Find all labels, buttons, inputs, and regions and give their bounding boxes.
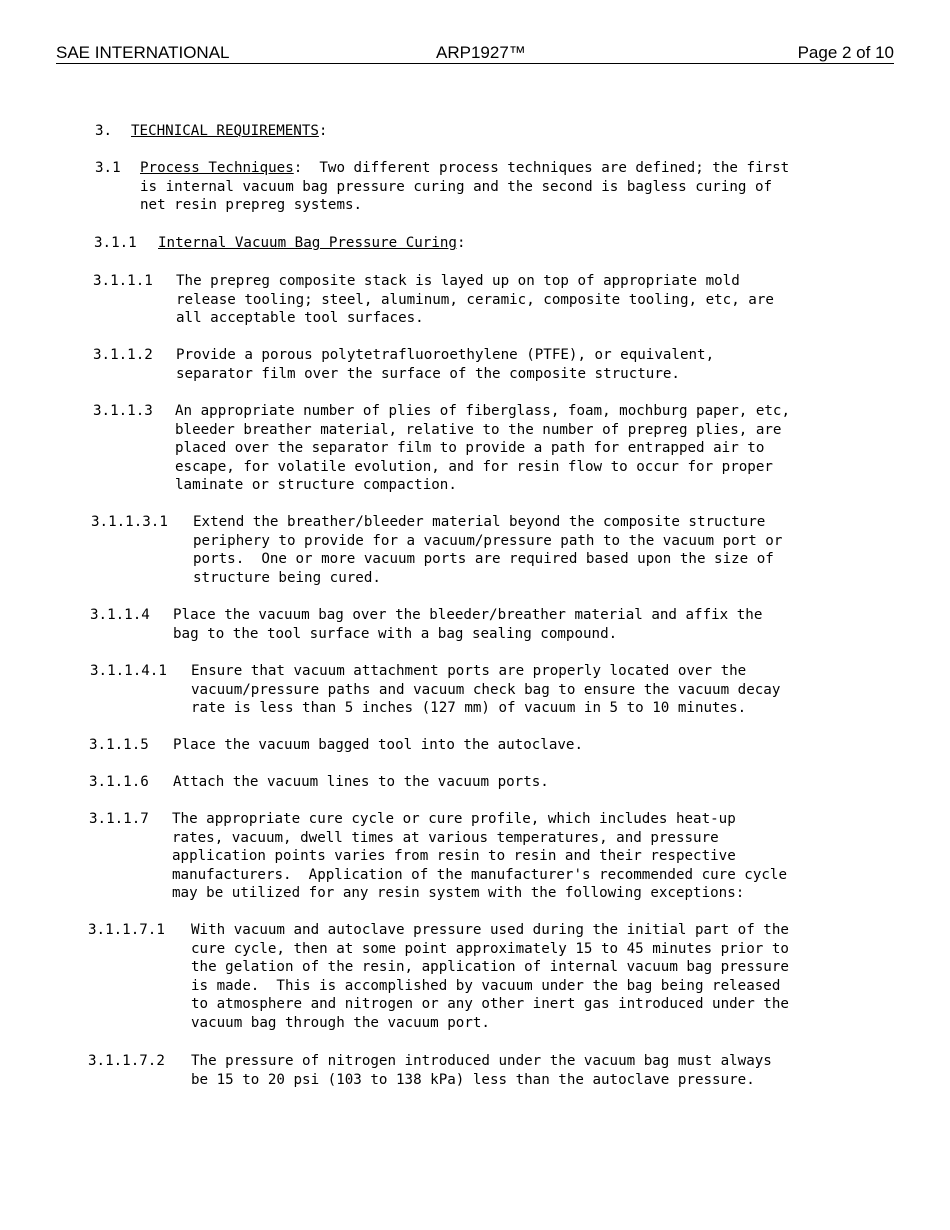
section-3-1-1-7 <box>89 810 787 903</box>
section-3-1-1-2 <box>93 346 714 383</box>
section-number: 3. <box>95 123 113 139</box>
section-number: 3.1.1.7.1 <box>88 922 165 938</box>
section-text: : <box>456 235 466 251</box>
section-number: 3.1.1.4 <box>90 607 150 623</box>
section-number: 3.1.1.1 <box>93 273 153 289</box>
section-text: The pressure of nitrogen introduced under the vacuum bag must always be 15 to 20 psi (103 to 138 kPa) less than the autoclave pressure. <box>191 1053 772 1088</box>
section-3-1-1-5 <box>89 736 583 755</box>
page-number: Page 2 of 10 <box>797 43 894 62</box>
section-text: With vacuum and autoclave pressure used during the initial part of the cure cycle, then at some point approximately 15 to 45 minutes prior to the gelation of the resin, application of internal vacuum bag pressure is made. This is accomplished by vacuum under the bag being released to atmosphere and nitrogen or any other inert gas introduced under the vacuum bag through the vacuum port. <box>191 922 789 1031</box>
section-text: Extend the breather/bleeder material beyond the composite structure periphery to provide for a vacuum/pressure path to the vacuum port or ports. One or more vacuum ports are required based upon the size of structure being cured. <box>193 514 783 586</box>
section-text: Attach the vacuum lines to the vacuum ports. <box>173 774 549 790</box>
section-text: Provide a porous polytetrafluoroethylene (PTFE), or equivalent, separator film over the surface of the composite structure. <box>176 347 715 382</box>
section-3-1-1-6 <box>89 773 549 792</box>
section-number: 3.1.1.2 <box>93 347 153 363</box>
page-header <box>56 43 894 64</box>
section-title: TECHNICAL REQUIREMENTS <box>131 123 319 139</box>
section-number: 3.1.1.4.1 <box>90 663 167 679</box>
section-number: 3.1.1.5 <box>89 737 149 753</box>
section-text: Place the vacuum bagged tool into the autoclave. <box>173 737 583 753</box>
section-3 <box>95 122 327 141</box>
section-number: 3.1.1.3.1 <box>91 514 168 530</box>
section-text: Ensure that vacuum attachment ports are properly located over the vacuum/pressure paths and vacuum check bag to ensure the vacuum decay rate is less than 5 inches (127 mm) of vacuum in 5 to 10 minutes. <box>191 663 781 717</box>
organization-name: SAE INTERNATIONAL <box>56 43 230 62</box>
section-3-1-1-4 <box>90 606 762 643</box>
document-number: ARP1927™ <box>436 43 526 62</box>
section-3-1-1-4-1 <box>90 662 780 718</box>
section-3-1-1-3 <box>93 402 790 495</box>
section-title: Internal Vacuum Bag Pressure Curing <box>158 235 457 251</box>
section-3-1-1 <box>94 234 466 253</box>
section-number: 3.1 <box>95 160 121 176</box>
section-text: The appropriate cure cycle or cure profile, which includes heat-up rates, vacuum, dwell times at various temperatures, and pressure application points varies from resin to resin and their respective manufacturers. Application of the manufacturer's recommended cure cycle may be utilized for any resin system with the following exceptions: <box>172 811 787 902</box>
section-text: : Two different process techniques are defined; the first is internal vacuum bag pressure curing and the second is bagless curing of net resin prepreg systems. <box>140 160 790 214</box>
section-3-1 <box>95 159 789 215</box>
section-number: 3.1.1.3 <box>93 403 153 419</box>
section-3-1-1-3-1 <box>91 513 782 587</box>
section-title: Process Techniques <box>140 160 294 176</box>
section-number: 3.1.1.7.2 <box>88 1053 165 1069</box>
section-3-1-1-7-1 <box>88 921 789 1033</box>
section-text: An appropriate number of plies of fiberglass, foam, mochburg paper, etc, bleeder breather material, relative to the number of prepreg plies, are placed over the separator film to provide a path for entrapped air to escape, for volatile evolution, and for resin flow to occur for proper laminate or structure compaction. <box>175 403 790 494</box>
section-3-1-1-1 <box>93 272 774 328</box>
section-number: 3.1.1 <box>94 235 137 251</box>
section-number: 3.1.1.7 <box>89 811 149 827</box>
section-text: Place the vacuum bag over the bleeder/breather material and affix the bag to the tool surface with a bag sealing compound. <box>173 607 763 642</box>
section-3-1-1-7-2 <box>88 1052 772 1089</box>
section-text: The prepreg composite stack is layed up on top of appropriate mold release tooling; steel, aluminum, ceramic, composite tooling, etc, are all acceptable tool surfaces. <box>176 273 774 327</box>
section-number: 3.1.1.6 <box>89 774 149 790</box>
section-text: : <box>318 123 328 139</box>
